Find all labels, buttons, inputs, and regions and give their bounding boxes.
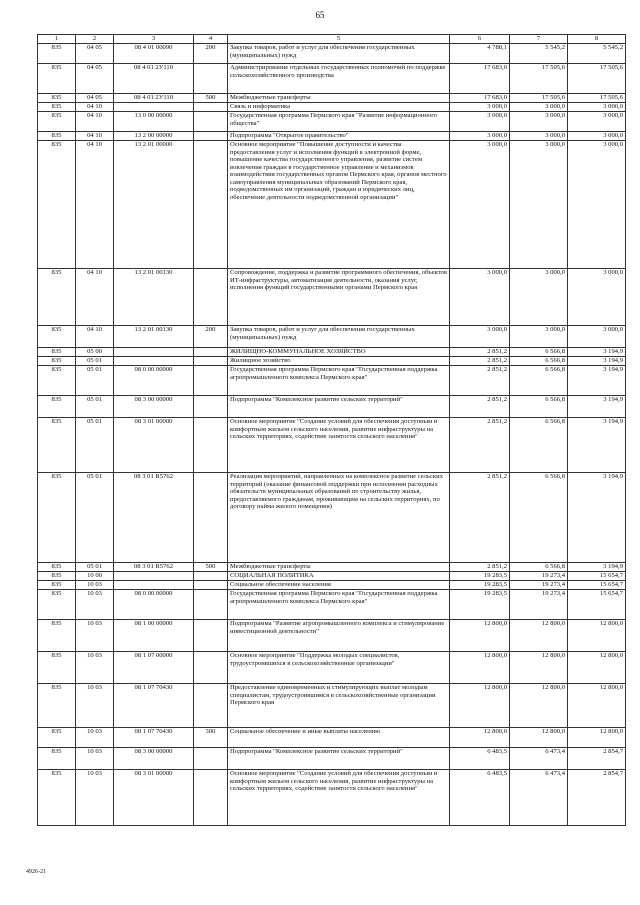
amount-2022-cell: 6 566,8 [510, 396, 568, 418]
amount-2022-cell: 6 473,4 [510, 770, 568, 826]
amount-2023-cell: 3 000,0 [568, 132, 626, 141]
amount-2021-cell: 3 000,0 [450, 132, 510, 141]
amount-2021-cell: 2 851,2 [450, 348, 510, 357]
amount-2021-cell: 2 851,2 [450, 357, 510, 366]
admin-code-cell: 835 [38, 748, 76, 770]
amount-2022-cell: 3 000,0 [510, 326, 568, 348]
amount-2023-cell: 3 194,9 [568, 563, 626, 572]
target-article-cell [114, 357, 194, 366]
section-code-cell: 10 03 [76, 590, 114, 620]
amount-2023-cell: 17 505,6 [568, 94, 626, 103]
amount-2022-cell: 19 273,4 [510, 581, 568, 590]
admin-code-cell: 835 [38, 396, 76, 418]
section-code-cell: 10 03 [76, 581, 114, 590]
amount-2022-cell: 6 566,8 [510, 348, 568, 357]
admin-code-cell: 835 [38, 64, 76, 94]
description-cell: Предоставление единовременных и стимулирующих выплат молодым специалистам, трудоустроившимся в сельскохозяйственные организации Пермского края [228, 684, 450, 728]
table-row [38, 132, 626, 141]
target-article-cell [114, 581, 194, 590]
column-header: 7 [510, 35, 568, 44]
amount-2023-cell: 3 000,0 [568, 141, 626, 269]
table-row [38, 684, 626, 728]
expense-type-cell [194, 572, 228, 581]
description-cell: Связь и информатика [228, 103, 450, 112]
amount-2023-cell: 3 194,9 [568, 357, 626, 366]
amount-2023-cell: 3 194,9 [568, 418, 626, 473]
column-header: 8 [568, 35, 626, 44]
amount-2023-cell: 15 654,7 [568, 590, 626, 620]
amount-2023-cell: 2 854,7 [568, 770, 626, 826]
admin-code-cell: 835 [38, 141, 76, 269]
table-row [38, 418, 626, 473]
table-row [38, 94, 626, 103]
amount-2023-cell: 5 545,2 [568, 44, 626, 64]
table-row [38, 112, 626, 132]
amount-2023-cell: 12 800,0 [568, 620, 626, 652]
expense-type-cell: 200 [194, 326, 228, 348]
amount-2021-cell: 2 851,2 [450, 418, 510, 473]
expense-type-cell [194, 473, 228, 563]
admin-code-cell: 835 [38, 269, 76, 326]
header-row [38, 35, 626, 44]
section-code-cell: 05 01 [76, 473, 114, 563]
target-article-cell: 08 1 07 70430 [114, 728, 194, 748]
expense-type-cell [194, 112, 228, 132]
target-article-cell: 08 0 00 00000 [114, 590, 194, 620]
section-code-cell: 10 03 [76, 748, 114, 770]
amount-2021-cell: 3 000,0 [450, 141, 510, 269]
amount-2023-cell: 3 000,0 [568, 103, 626, 112]
description-cell: Закупка товаров, работ и услуг для обеспечения государственных (муниципальных) нужд [228, 44, 450, 64]
amount-2022-cell: 3 000,0 [510, 112, 568, 132]
amount-2021-cell: 19 283,5 [450, 572, 510, 581]
amount-2021-cell: 19 283,5 [450, 581, 510, 590]
amount-2022-cell: 3 000,0 [510, 269, 568, 326]
amount-2022-cell: 17 505,6 [510, 64, 568, 94]
target-article-cell: 13 2 01 00130 [114, 269, 194, 326]
description-cell: Государственная программа Пермского края "Развитие информационного общества" [228, 112, 450, 132]
description-cell: Основное мероприятие "Создание условий для обеспечения доступным и комфортным жильем сельского населения, развитие инфраструктуры на сельских территориях, содействие занятости сельского населения" [228, 418, 450, 473]
amount-2023-cell: 3 194,9 [568, 348, 626, 357]
section-code-cell: 04 05 [76, 94, 114, 103]
column-header: 5 [228, 35, 450, 44]
column-header: 1 [38, 35, 76, 44]
amount-2022-cell: 6 566,8 [510, 563, 568, 572]
expense-type-cell [194, 770, 228, 826]
description-cell: Закупка товаров, работ и услуг для обеспечения государственных (муниципальных) нужд [228, 326, 450, 348]
section-code-cell: 04 10 [76, 141, 114, 269]
target-article-cell: 08 4 01 2У110 [114, 64, 194, 94]
column-header: 4 [194, 35, 228, 44]
table-row [38, 581, 626, 590]
amount-2022-cell: 6 566,8 [510, 418, 568, 473]
amount-2021-cell: 12 800,0 [450, 652, 510, 684]
target-article-cell: 08 0 00 00000 [114, 366, 194, 396]
section-code-cell: 05 01 [76, 418, 114, 473]
column-header: 6 [450, 35, 510, 44]
amount-2021-cell: 2 851,2 [450, 366, 510, 396]
admin-code-cell: 835 [38, 620, 76, 652]
budget-table [37, 34, 626, 826]
expense-type-cell [194, 141, 228, 269]
admin-code-cell: 835 [38, 728, 76, 748]
amount-2023-cell: 3 194,9 [568, 396, 626, 418]
table-row [38, 748, 626, 770]
section-code-cell: 04 10 [76, 326, 114, 348]
amount-2023-cell: 12 800,0 [568, 652, 626, 684]
page-number: 65 [315, 10, 325, 20]
description-cell: Государственная программа Пермского края "Государственная поддержка агропромышленного комплекса Пермского края" [228, 366, 450, 396]
admin-code-cell: 835 [38, 581, 76, 590]
table-row [38, 44, 626, 64]
admin-code-cell: 835 [38, 563, 76, 572]
description-cell: Сопровождение, поддержка и развитие программного обеспечения, объектов ИТ-инфраструктуры, автоматизация деятельности, оказания услуг, исполнения функций государственными органами Пермского края [228, 269, 450, 326]
table-row [38, 563, 626, 572]
description-cell: Подпрограмма "Комплексное развитие сельских территорий" [228, 396, 450, 418]
expense-type-cell [194, 64, 228, 94]
expense-type-cell [194, 684, 228, 728]
table-row [38, 728, 626, 748]
table-row [38, 620, 626, 652]
expense-type-cell [194, 269, 228, 326]
amount-2021-cell: 2 851,2 [450, 563, 510, 572]
description-cell: Социальное обеспечение населения [228, 581, 450, 590]
admin-code-cell: 835 [38, 326, 76, 348]
amount-2022-cell: 6 473,4 [510, 748, 568, 770]
target-article-cell: 08 1 00 00000 [114, 620, 194, 652]
amount-2023-cell: 3 000,0 [568, 326, 626, 348]
expense-type-cell [194, 396, 228, 418]
amount-2021-cell: 12 800,0 [450, 620, 510, 652]
expense-type-cell [194, 581, 228, 590]
expense-type-cell [194, 366, 228, 396]
amount-2022-cell: 12 800,0 [510, 652, 568, 684]
amount-2021-cell: 3 000,0 [450, 326, 510, 348]
amount-2022-cell: 19 273,4 [510, 572, 568, 581]
target-article-cell: 08 3 01 R5762 [114, 563, 194, 572]
description-cell: СОЦИАЛЬНАЯ ПОЛИТИКА [228, 572, 450, 581]
target-article-cell: 08 3 00 00000 [114, 396, 194, 418]
description-cell: Жилищное хозяйство [228, 357, 450, 366]
amount-2023-cell: 3 194,9 [568, 473, 626, 563]
amount-2023-cell: 3 000,0 [568, 112, 626, 132]
description-cell: ЖИЛИЩНО-КОММУНАЛЬНОЕ ХОЗЯЙСТВО [228, 348, 450, 357]
footer-code: 4926-21 [26, 869, 46, 875]
expense-type-cell [194, 132, 228, 141]
target-article-cell: 08 1 07 00000 [114, 652, 194, 684]
admin-code-cell: 835 [38, 366, 76, 396]
section-code-cell: 04 10 [76, 103, 114, 112]
amount-2021-cell: 17 683,0 [450, 64, 510, 94]
table-row [38, 396, 626, 418]
table-row [38, 348, 626, 357]
table-row [38, 269, 626, 326]
amount-2022-cell: 5 545,2 [510, 44, 568, 64]
amount-2023-cell: 2 854,7 [568, 748, 626, 770]
expense-type-cell [194, 418, 228, 473]
admin-code-cell: 835 [38, 103, 76, 112]
admin-code-cell: 835 [38, 418, 76, 473]
section-code-cell: 05 01 [76, 563, 114, 572]
expense-type-cell: 500 [194, 94, 228, 103]
amount-2021-cell: 6 483,5 [450, 770, 510, 826]
target-article-cell: 08 3 00 00000 [114, 748, 194, 770]
table-row [38, 652, 626, 684]
table-row [38, 357, 626, 366]
amount-2022-cell: 6 566,8 [510, 366, 568, 396]
amount-2023-cell: 3 000,0 [568, 269, 626, 326]
table-row [38, 141, 626, 269]
target-article-cell [114, 572, 194, 581]
target-article-cell: 13 2 01 00130 [114, 326, 194, 348]
section-code-cell: 10 03 [76, 652, 114, 684]
admin-code-cell: 835 [38, 348, 76, 357]
amount-2021-cell: 12 800,0 [450, 728, 510, 748]
section-code-cell: 04 05 [76, 44, 114, 64]
column-header: 2 [76, 35, 114, 44]
expense-type-cell [194, 357, 228, 366]
amount-2022-cell: 12 800,0 [510, 728, 568, 748]
amount-2021-cell: 3 000,0 [450, 112, 510, 132]
table-row [38, 590, 626, 620]
table-row [38, 770, 626, 826]
section-code-cell: 10 03 [76, 620, 114, 652]
description-cell: Подпрограмма "Комплексное развитие сельских территорий" [228, 748, 450, 770]
description-cell: Межбюджетные трансферты [228, 94, 450, 103]
column-header: 3 [114, 35, 194, 44]
target-article-cell: 08 4 01 00090 [114, 44, 194, 64]
amount-2021-cell: 17 683,0 [450, 94, 510, 103]
table-row [38, 366, 626, 396]
admin-code-cell: 835 [38, 473, 76, 563]
amount-2022-cell: 6 566,8 [510, 473, 568, 563]
admin-code-cell: 835 [38, 652, 76, 684]
expense-type-cell [194, 748, 228, 770]
table-row [38, 473, 626, 563]
amount-2023-cell: 12 800,0 [568, 684, 626, 728]
section-code-cell: 04 05 [76, 64, 114, 94]
expense-type-cell [194, 590, 228, 620]
table-row [38, 326, 626, 348]
admin-code-cell: 835 [38, 590, 76, 620]
admin-code-cell: 835 [38, 357, 76, 366]
description-cell: Подпрограмма "Развитие агропромышленного комплекса и стимулирование инвестиционной деятельности" [228, 620, 450, 652]
expense-type-cell [194, 103, 228, 112]
expense-type-cell: 200 [194, 44, 228, 64]
amount-2023-cell: 15 654,7 [568, 581, 626, 590]
table-row [38, 103, 626, 112]
section-code-cell: 10 00 [76, 572, 114, 581]
target-article-cell: 13 2 01 00000 [114, 141, 194, 269]
amount-2021-cell: 19 283,5 [450, 590, 510, 620]
expense-type-cell [194, 620, 228, 652]
amount-2022-cell: 3 000,0 [510, 132, 568, 141]
table-row [38, 64, 626, 94]
admin-code-cell: 835 [38, 132, 76, 141]
description-cell: Основное мероприятие "Создание условий для обеспечения доступным и комфортным жильем сельского населения, развитие инфраструктуры на сельских территориях, содействие занятости сельского населения" [228, 770, 450, 826]
section-code-cell: 05 00 [76, 348, 114, 357]
amount-2021-cell: 2 851,2 [450, 396, 510, 418]
amount-2022-cell: 19 273,4 [510, 590, 568, 620]
target-article-cell: 08 3 01 00000 [114, 770, 194, 826]
target-article-cell: 08 4 01 2У110 [114, 94, 194, 103]
admin-code-cell: 835 [38, 112, 76, 132]
amount-2021-cell: 2 851,2 [450, 473, 510, 563]
amount-2022-cell: 12 800,0 [510, 620, 568, 652]
section-code-cell: 10 03 [76, 770, 114, 826]
amount-2021-cell: 4 788,1 [450, 44, 510, 64]
amount-2023-cell: 15 654,7 [568, 572, 626, 581]
target-article-cell: 13 2 00 00000 [114, 132, 194, 141]
admin-code-cell: 835 [38, 770, 76, 826]
amount-2023-cell: 3 194,9 [568, 366, 626, 396]
expense-type-cell: 300 [194, 728, 228, 748]
expense-type-cell: 500 [194, 563, 228, 572]
section-code-cell: 04 10 [76, 112, 114, 132]
amount-2021-cell: 3 000,0 [450, 103, 510, 112]
target-article-cell: 08 1 07 70430 [114, 684, 194, 728]
section-code-cell: 10 03 [76, 728, 114, 748]
description-cell: Социальное обеспечение и иные выплаты населению [228, 728, 450, 748]
admin-code-cell: 835 [38, 94, 76, 103]
amount-2022-cell: 3 000,0 [510, 141, 568, 269]
expense-type-cell [194, 652, 228, 684]
section-code-cell: 04 10 [76, 269, 114, 326]
description-cell: Межбюджетные трансферты [228, 563, 450, 572]
amount-2022-cell: 6 566,8 [510, 357, 568, 366]
table-row [38, 572, 626, 581]
amount-2022-cell: 3 000,0 [510, 103, 568, 112]
section-code-cell: 05 01 [76, 396, 114, 418]
admin-code-cell: 835 [38, 572, 76, 581]
amount-2023-cell: 17 505,6 [568, 64, 626, 94]
expense-type-cell [194, 348, 228, 357]
target-article-cell [114, 348, 194, 357]
admin-code-cell: 835 [38, 44, 76, 64]
amount-2021-cell: 6 483,5 [450, 748, 510, 770]
target-article-cell: 13 0 00 00000 [114, 112, 194, 132]
description-cell: Основное мероприятие "Повышение доступности и качества предоставления услуг и исполнения функций в электронной форме, повышение качества государственного управления, развитие систем вовлечения граждан в государственное управление и механизмов взаимодействия государственных органов Пермского края, органов местного самоуправления муниципальных образований Пермского края, подведомственных им организаций, граждан и юридических лиц, обеспечение деятельности подведомственной организации" [228, 141, 450, 269]
amount-2023-cell: 12 800,0 [568, 728, 626, 748]
section-code-cell: 10 03 [76, 684, 114, 728]
section-code-cell: 05 01 [76, 357, 114, 366]
section-code-cell: 05 01 [76, 366, 114, 396]
amount-2022-cell: 12 800,0 [510, 684, 568, 728]
description-cell: Государственная программа Пермского края "Государственная поддержка агропромышленного комплекса Пермского края" [228, 590, 450, 620]
amount-2021-cell: 12 800,0 [450, 684, 510, 728]
section-code-cell: 04 10 [76, 132, 114, 141]
target-article-cell: 08 3 01 R5762 [114, 473, 194, 563]
description-cell: Подпрограмма "Открытое правительство" [228, 132, 450, 141]
target-article-cell [114, 103, 194, 112]
admin-code-cell: 835 [38, 684, 76, 728]
description-cell: Администрирование отдельных государственных полномочий по поддержке сельскохозяйственного производства [228, 64, 450, 94]
amount-2022-cell: 17 505,6 [510, 94, 568, 103]
description-cell: Реализация мероприятий, направленных на комплексное развитие сельских территорий (оказание финансовой поддержки при исполнении расходных обязательств муниципальных образований по строительству жилья, предоставляемого гражданам, проживающим на сельских территориях, по договору найма жилого помещения) [228, 473, 450, 563]
amount-2021-cell: 3 000,0 [450, 269, 510, 326]
target-article-cell: 08 3 01 00000 [114, 418, 194, 473]
description-cell: Основное мероприятие "Поддержка молодых специалистов, трудоустроившихся в сельскохозяйственные организации" [228, 652, 450, 684]
